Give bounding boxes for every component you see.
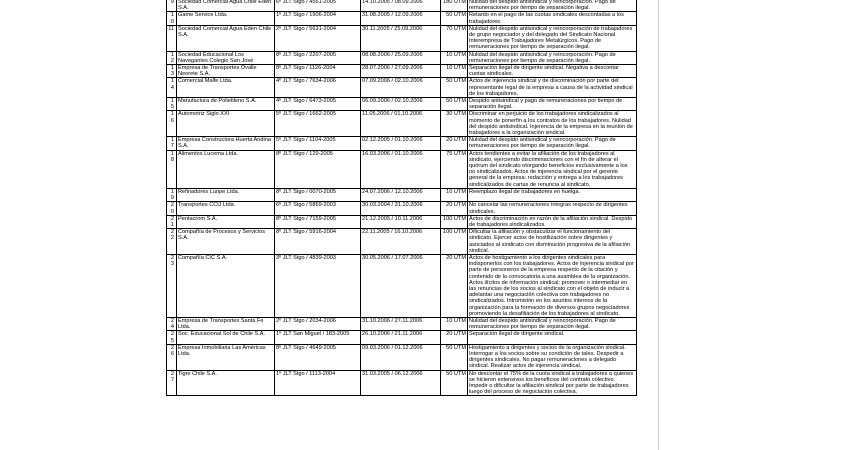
case-dates: 31.03.2005 / 06.12.2006: [361, 370, 441, 396]
table-row: [167, 137, 637, 150]
infraction-description: Retardo en el pago de las cuotas sindicales descontadas a los trabajadores.: [468, 12, 637, 25]
fine-amount: 50 UTM: [441, 370, 468, 396]
case-dates: 31.10.2006 / 27.11.2006: [361, 317, 441, 330]
table-row: [167, 229, 637, 255]
infraction-description: Nulidad del despido antisindical y reincorporación de trabajadores de grupo negociador y del delegado del Sindicato Nacional Interempresa de Trabajadores Metalúrgicos. Pago de remuneraciones por tiempo de separación ilegal.: [468, 25, 637, 51]
table-row: [167, 202, 637, 215]
row-number: 14: [167, 78, 177, 98]
row-number: 10: [167, 12, 177, 25]
case-dates: 11.05.2006 / 01.10.2006: [361, 111, 441, 137]
court-case: 1º JLT Stgo / 1113-2004: [275, 370, 361, 396]
company-name: Automotriz Siglo XXI: [177, 111, 275, 137]
company-name: Comercial Malfe Ltda.: [177, 78, 275, 98]
table-row: [167, 98, 637, 111]
case-dates: 30.05.2006 / 17.07.2006: [361, 254, 441, 317]
court-case: 2º JLT Stgo / 2034-2006: [275, 317, 361, 330]
fine-amount: 180 UTM: [441, 0, 468, 12]
document-page: [166, 0, 636, 396]
court-case: 6º JLT Stgo / 5869-2003: [275, 202, 361, 215]
infraction-description: Hostigamiento a dirigentes y socios de la organización sindical. Interrogar a los socios sobre su condición de tales. Despedir a dirigentes sindicales. No pagar remuneraciones a delegado sindical. Realizar actos de injerencia sindical.: [468, 344, 637, 370]
case-dates: 14.10.2005 / 08.09.2006: [361, 0, 441, 12]
court-case: 1º JLT Stgo / 1906-2004: [275, 12, 361, 25]
infraction-description: Dificultar la afiliación y obstaculizar el funcionamiento del sindicato. Ejercer actos de hostilización sobre dirigentes y asociados al sindicato con disminución progresiva de la afiliación sindical.: [468, 229, 637, 255]
company-name: Transportes CCU Ltda.: [177, 202, 275, 215]
fine-amount: 20 UTM: [441, 202, 468, 215]
row-number: 20: [167, 202, 177, 215]
case-dates: 21.12.2005 / 10.11.2006: [361, 215, 441, 228]
case-dates: 31.08.2005 / 12.09.2006: [361, 12, 441, 25]
fine-amount: 100 UTM: [441, 229, 468, 255]
company-name: Empresa Inmobiliaria Las Américas Ltda.: [177, 344, 275, 370]
table-row: [167, 111, 637, 137]
court-case: 4º JLT Stgo / 7634-2006: [275, 78, 361, 98]
table-row: [167, 254, 637, 317]
fine-amount: 50 UTM: [441, 12, 468, 25]
row-number: 16: [167, 111, 177, 137]
row-number: 11: [167, 25, 177, 51]
case-dates: 09.03.2006 / 01.12.2006: [361, 344, 441, 370]
court-case: 8º JLT Stgo / 7159-2005: [275, 215, 361, 228]
court-case: 8º JLT Stgo / 129-2005: [275, 150, 361, 188]
case-dates: 02.12.2005 / 01.10.2006: [361, 137, 441, 150]
fine-amount: 10 UTM: [441, 65, 468, 78]
company-name: Alimentos Lucema Ltda.: [177, 150, 275, 188]
table-row: [167, 51, 637, 64]
court-case: 5º JLT Stgo / 1662-2005: [275, 111, 361, 137]
infraction-description: Nulidad del despido antisindical y reincorporación. Pago de remuneraciones por tiempo de separación ilegal.: [468, 317, 637, 330]
fine-amount: 10 UTM: [441, 188, 468, 201]
infraction-description: Nulidad del despido antisindical y reincorporación. Pago de remuneraciones por tiempo de separación ilegal.: [468, 0, 637, 12]
case-dates: 22.11.2005 / 16.10.2006: [361, 229, 441, 255]
infraction-description: Separación ilegal de dirigente sindical.: [468, 331, 637, 344]
infraction-description: Actos de discriminación en razón de la afiliación sindical. Despido de trabajadores sindicalizados.: [468, 215, 637, 228]
court-case: 2º JLT Stgo / 5631-2004: [275, 25, 361, 51]
infraction-description: No cancelar las remuneraciones íntegras respecto de dirigentes sindicales.: [468, 202, 637, 215]
case-dates: 24.07.2006 / 12.10.2006: [361, 188, 441, 201]
fine-amount: 70 UTM: [441, 25, 468, 51]
fine-amount: 50 UTM: [441, 98, 468, 111]
fine-amount: 100 UTM: [441, 215, 468, 228]
table-row: [167, 331, 637, 344]
fine-amount: 20 UTM: [441, 254, 468, 317]
infraction-description: Despido antisindical y pago de remuneraciones por tiempo de separación ilegal.: [468, 98, 637, 111]
row-number: 13: [167, 65, 177, 78]
fine-amount: 10 UTM: [441, 317, 468, 330]
company-name: Sociedad Comercial Agua Eden Chile S.A.: [177, 25, 275, 51]
row-number: 23: [167, 254, 177, 317]
table-row: [167, 78, 637, 98]
row-number: 17: [167, 137, 177, 150]
company-name: Sociedad Educacional Los Navegantes Colegio San José: [177, 51, 275, 64]
infraction-description: Actos tendientes a evitar la afiliación de los trabajadores al sindicato, ejerciendo discriminaciones con el fin de alterar el quórum del sindicato otorgando beneficios exclusivamente a los no sindicalizados. Actos de injerencia sindical por el gerente general de la empresa: redacción y entrega a los trabajadores sindicalizados de cartas de renuncia al sindicato.: [468, 150, 637, 188]
company-name: Pentacrom S.A.: [177, 215, 275, 228]
company-name: Game Service Ltda.: [177, 12, 275, 25]
left-margin: [0, 0, 158, 450]
company-name: Soc. Educacional Sol de Chile S.A.: [177, 331, 275, 344]
company-name: Manufactura de Polietileno S.A.: [177, 98, 275, 111]
table-row: [167, 188, 637, 201]
case-dates: 07.09.2006 / 02.10.2006: [361, 78, 441, 98]
case-dates: 30.03.2004 / 31.10.2006: [361, 202, 441, 215]
fine-amount: 75 UTM: [441, 150, 468, 188]
table-row: [167, 344, 637, 370]
fine-amount: 50 UTM: [441, 344, 468, 370]
company-name: Empresa de Transportes Ovalle Neorete S.A.: [177, 65, 275, 78]
infraction-description: Actos de hostigamiento a los dirigentes sindicales para indisponerlos con los trabajadores. Actos de injerencia sindical por parte de personeros de la empresa respecto de la citación y contenido de la convocatoria a una asamblea de la organización. Actos ilícitos de información sindical: promover o intermediar en las renuncias de los socios al sindicato con el objeto de inducir a adelantar una negociación colectiva con trabajadores no sindicalizados. Intromisión en los asuntos internos de la organización para la formación de diversos grupos negociadores promoviendo la desafiliación de los trabajadores al sindicato.: [468, 254, 637, 317]
table-row: [167, 12, 637, 25]
infraction-description: No descontar el 75% de la cuota sindical a trabajadores a quienes se hicieron extensivos los beneficios del contrato colectivo. Impedir o dificultar la afiliación sindical por parte de trabajadores luego del proceso de negociación colectiva.: [468, 370, 637, 396]
court-case: 5º JLT Stgo / 1104-2005: [275, 137, 361, 150]
case-dates: 08.08.2006 / 25.09.2006: [361, 51, 441, 64]
fine-amount: 50 UTM: [441, 78, 468, 98]
court-case: 3º JLT Stgo / 4839-2003: [275, 254, 361, 317]
infraction-description: Separación ilegal de dirigente sindical. Negativa a descontar cuotas sindicales.: [468, 65, 637, 78]
table-row: [167, 0, 637, 12]
row-number: 21: [167, 215, 177, 228]
company-name: Empresa de Transportes Santa Fe Ltda.: [177, 317, 275, 330]
court-case: 8º JLT Stgo / 2207-2005: [275, 51, 361, 64]
case-dates: 28.07.2006 / 27.09.2006: [361, 65, 441, 78]
fine-amount: 20 UTM: [441, 331, 468, 344]
row-number: 19: [167, 188, 177, 201]
row-number: 25: [167, 331, 177, 344]
page-border: [658, 0, 659, 450]
court-case: 8º JLT Stgo / 5916-2004: [275, 229, 361, 255]
company-name: Refinadores Lunpe Ltda.: [177, 188, 275, 201]
row-number: 27: [167, 370, 177, 396]
row-number: 15: [167, 98, 177, 111]
case-dates: 16.03.2006 / 01.10.2006: [361, 150, 441, 188]
case-dates: 06.09.2006 / 02.10.2006: [361, 98, 441, 111]
table-row: [167, 215, 637, 228]
court-case: 8º JLT Stgo / 4649-2005: [275, 344, 361, 370]
court-case: 8º JLT Stgo / 0070-2005: [275, 188, 361, 201]
company-name: Compañía de Procesos y Servicios S.A.: [177, 229, 275, 255]
row-number: 12: [167, 51, 177, 64]
company-name: Tigre Chile S.A.: [177, 370, 275, 396]
case-dates: 26.10.2006 / 21.11.2006: [361, 331, 441, 344]
infraction-description: Discriminar en perjuicio de los trabajadores sindicalizados al momento de ponerfin a los contratos de los trabajadores. Nulidad del despido antisindical. Injerencia de la empresa en la reunión de trabajadores a la organización sindical.: [468, 111, 637, 137]
table-row: [167, 370, 637, 396]
row-number: 9: [167, 0, 177, 12]
court-case: 8º JLT Stgo / 1126-2004: [275, 65, 361, 78]
company-name: Sociedad Comercial Agua Chile Eden S.A.: [177, 0, 275, 12]
company-name: Compañía CIC S.A.: [177, 254, 275, 317]
court-case: 4º JLT Stgo / 6473-2005: [275, 98, 361, 111]
infraction-description: Reemplazo ilegal de trabajadores en huelga.: [468, 188, 637, 201]
court-case: 6º JLT Stgo / 4561-2005: [275, 0, 361, 12]
table-row: [167, 65, 637, 78]
infraction-description: Nulidad del despido antisindical y reincorporación. Pago de remuneraciones por tiempo de separación ilegal.: [468, 137, 637, 150]
court-case: 1º JLT San Miguel / 183-2005: [275, 331, 361, 344]
row-number: 18: [167, 150, 177, 188]
row-number: 24: [167, 317, 177, 330]
company-name: Empresa Constructora Huerta Andina S.A.: [177, 137, 275, 150]
row-number: 22: [167, 229, 177, 255]
table-row: [167, 150, 637, 188]
table-row: [167, 25, 637, 51]
infraction-description: Nulidad del despido antisindical y reincorporación. Pago de remuneraciones por tiempo de separación ilegal.: [468, 51, 637, 64]
fine-amount: 20 UTM: [441, 137, 468, 150]
fine-amount: 10 UTM: [441, 51, 468, 64]
sanctions-table: [166, 0, 637, 396]
case-dates: 30.11.2005 / 25.09.2006: [361, 25, 441, 51]
row-number: 26: [167, 344, 177, 370]
fine-amount: 30 UTM: [441, 111, 468, 137]
table-row: [167, 317, 637, 330]
infraction-description: Actos de injerencia sindical y de discriminación por parte del representante legal de la empresa a causa de la actividad sindical de los trabajadores.: [468, 78, 637, 98]
